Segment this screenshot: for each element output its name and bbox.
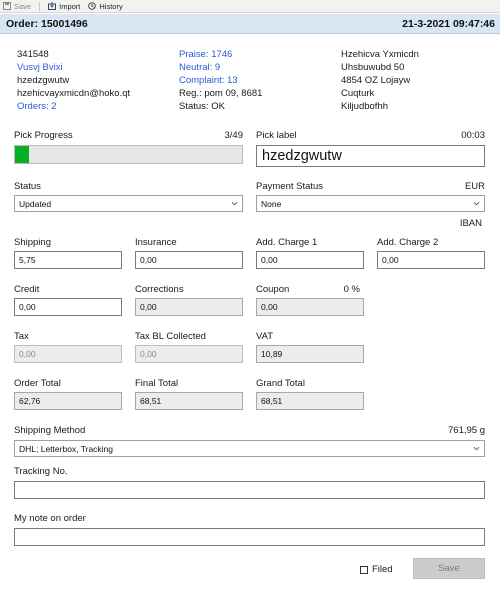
customer-info — [17, 48, 130, 113]
corrections-label: Corrections — [135, 284, 184, 295]
pick-progress-bar — [14, 145, 243, 164]
address-city: Cuqturk — [341, 88, 375, 99]
toolbar-save-button[interactable] — [3, 2, 31, 11]
shipping-cost-input[interactable]: 5,75 — [14, 251, 122, 269]
add-charge-1-label: Add. Charge 1 — [256, 237, 318, 248]
pick-label-title: Pick label — [256, 130, 297, 141]
corrections-value: 0,00 — [135, 298, 243, 316]
feedback-info — [179, 48, 262, 113]
shipping-cost-label: Shipping — [14, 237, 51, 248]
tax-label: Tax — [14, 331, 29, 342]
address-street: Uhsbuwubd 50 — [341, 62, 405, 73]
floppy-disk-icon — [3, 2, 11, 10]
add-charge-2-label: Add. Charge 2 — [377, 237, 439, 248]
address-postal: 4854 OZ Lojayw — [341, 75, 411, 86]
order-datetime: 21-3-2021 09:47:46 — [402, 17, 495, 30]
order-total-label: Order Total — [14, 378, 61, 389]
payment-status-select[interactable] — [256, 195, 485, 212]
toolbar-history-label: History — [99, 1, 123, 11]
add-charge-2-input[interactable]: 0,00 — [377, 251, 485, 269]
tax-bl-collected-value: 0,00 — [135, 345, 243, 363]
feedback-neutral-link[interactable]: Neutral: 9 — [179, 62, 221, 73]
address-country: Kiljudbofhh — [341, 101, 389, 112]
pick-progress-label: Pick Progress — [14, 130, 73, 141]
toolbar-save-label: Save — [14, 1, 32, 11]
final-total-value: 68,51 — [135, 392, 243, 410]
toolbar-import-label: Import — [59, 1, 81, 11]
shipping-method-label: Shipping Method — [14, 425, 86, 436]
pick-label-input[interactable]: hzedzgwutw — [256, 145, 485, 167]
credit-label: Credit — [14, 284, 40, 295]
registration-date: Reg.: pom 09, 8681 — [179, 88, 263, 99]
toolbar — [0, 0, 500, 13]
tracking-number-input[interactable] — [14, 481, 485, 499]
shipping-method-select[interactable] — [14, 440, 485, 457]
pick-progress-count: 3/49 — [224, 130, 243, 141]
shipping-address — [341, 48, 419, 113]
chevron-down-icon — [473, 200, 480, 207]
customer-username: hzedzgwutw — [17, 75, 70, 86]
coupon-value: 0,00 — [256, 298, 364, 316]
toolbar-import-button[interactable] — [48, 2, 80, 11]
tax-bl-collected-label: Tax BL Collected — [135, 331, 206, 342]
grand-total-value: 68,51 — [256, 392, 364, 410]
status-select[interactable] — [14, 195, 243, 212]
customer-name-link[interactable]: Vusvj Bvixi — [17, 62, 63, 73]
pick-progress-fill — [15, 146, 29, 163]
status-selected-value: Updated — [19, 198, 52, 209]
tracking-number-label: Tracking No. — [14, 466, 68, 477]
order-title: Order: 15001496 — [6, 17, 88, 30]
pick-timer: 00:03 — [461, 130, 485, 141]
order-note-label: My note on order — [14, 513, 86, 524]
payment-selected-value: None — [261, 198, 282, 209]
chevron-down-icon — [231, 200, 238, 207]
final-total-label: Final Total — [135, 378, 179, 389]
feedback-praise-link[interactable]: Praise: 1746 — [179, 49, 233, 60]
customer-number: 341548 — [17, 49, 49, 60]
order-header — [0, 14, 500, 34]
status-label: Status — [14, 181, 41, 192]
filed-checkbox-group[interactable] — [360, 564, 393, 575]
coupon-percent: 0 % — [343, 284, 360, 295]
coupon-label: Coupon — [256, 284, 290, 295]
iban-label: IBAN — [459, 218, 482, 229]
filed-label: Filed — [372, 564, 393, 575]
order-note-input[interactable] — [14, 528, 485, 546]
toolbar-history-button[interactable] — [88, 2, 122, 11]
feedback-complaint-link[interactable]: Complaint: 13 — [179, 75, 238, 86]
vat-label: VAT — [256, 331, 274, 342]
customer-orders-link[interactable]: Orders: 2 — [17, 101, 57, 112]
payment-status-label: Payment Status — [256, 181, 324, 192]
save-button[interactable]: Save — [413, 558, 485, 579]
customer-email: hzehicvayxmicdn@hoko.qt — [17, 88, 131, 99]
insurance-input[interactable]: 0,00 — [135, 251, 243, 269]
add-charge-1-input[interactable]: 0,00 — [256, 251, 364, 269]
shipping-method-selected-value: DHL; Letterbox, Tracking — [19, 443, 114, 454]
grand-total-label: Grand Total — [256, 378, 305, 389]
credit-input[interactable]: 0,00 — [14, 298, 122, 316]
customer-status: Status: OK — [179, 101, 225, 112]
address-name: Hzehicva Yxmicdn — [341, 49, 419, 60]
vat-value: 10,89 — [256, 345, 364, 363]
tax-value: 0,00 — [14, 345, 122, 363]
filed-checkbox[interactable] — [360, 566, 368, 574]
order-total-value: 62,76 — [14, 392, 122, 410]
chevron-down-icon — [473, 445, 480, 452]
import-icon — [48, 2, 56, 10]
history-icon — [88, 2, 96, 10]
toolbar-separator — [39, 2, 40, 11]
insurance-label: Insurance — [135, 237, 177, 248]
shipping-weight: 761,95 g — [448, 425, 485, 436]
payment-currency: EUR — [464, 181, 485, 192]
